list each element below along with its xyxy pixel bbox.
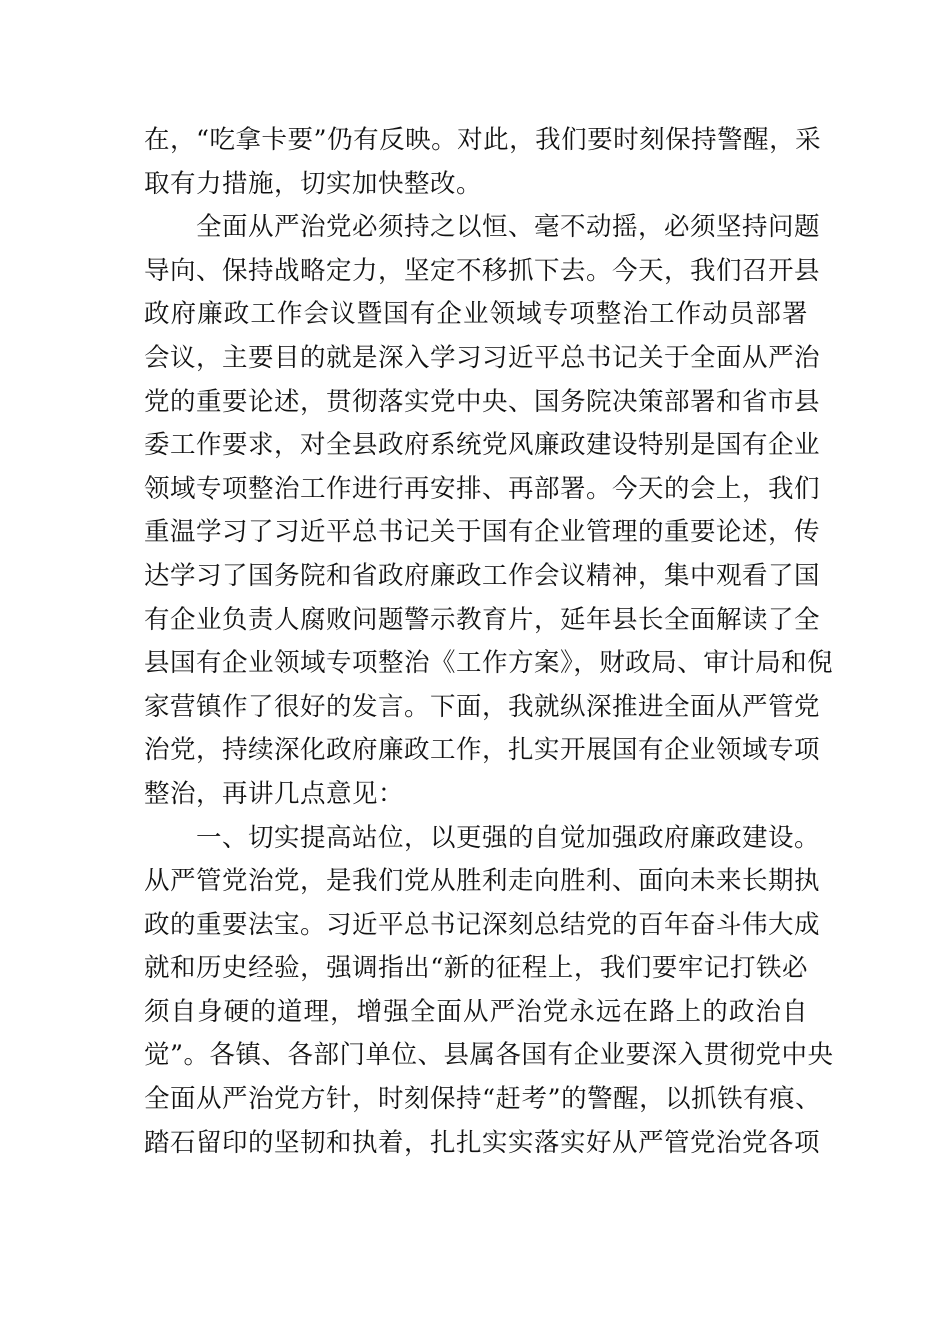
text-line: 有企业负责人腐败问题警示教育片，延年县长全面解读了全 [144,604,821,635]
text-line: 在，“吃拿卡要”仍有反映。对此，我们要时刻保持警醒，采 [144,125,822,155]
document-body [144,119,834,1165]
text-line: 会议，主要目的就是深入学习习近平总书记关于全面从严治 [144,342,821,373]
text-line: 踏石留印的坚韧和执着，扎扎实实落实好从严管党治党各项 [144,1127,821,1158]
text-line: 从严管党治党，是我们党从胜利走向胜利、面向未来长期执 [144,866,821,897]
text-line: 治党，持续深化政府廉政工作，扎实开展国有企业领域专项 [144,735,821,766]
text-line: 党的重要论述，贯彻落实党中央、国务院决策部署和省市县 [144,386,821,417]
text-line: 达学习了国务院和省政府廉政工作会议精神，集中观看了国 [144,560,821,591]
text-line: 县国有企业领域专项整治《工作方案》，财政局、审计局和倪 [144,648,834,679]
text-line: 政府廉政工作会议暨国有企业领域专项整治工作动员部署 [144,299,808,330]
text-line: 委工作要求，对全县政府系统党风廉政建设特别是国有企业 [144,430,821,461]
text-line: 觉”。各镇、各部门单位、县属各国有企业要深入贯彻党中央 [144,1040,834,1071]
text-line: 全面从严治党方针，时刻保持“赶考”的警醒，以抓铁有痕、 [144,1084,822,1115]
text-line: 取有力措施，切实加快整改。 [144,168,483,199]
text-line: 就和历史经验，强调指出“新的征程上，我们要牢记打铁必 [144,953,808,984]
text-line: 政的重要法宝。习近平总书记深刻总结党的百年奋斗伟大成 [144,909,821,940]
text-line: 整治，再讲几点意见： [144,778,405,809]
section-heading: 一、切实提高站位，以更强的自觉加强政府廉政建设。 [196,822,821,853]
text-line: 导向、保持战略定力，坚定不移抓下去。今天，我们召开县 [144,255,821,286]
text-line: 重温学习了习近平总书记关于国有企业管理的重要论述，传 [144,517,821,548]
text-line: 领域专项整治工作进行再安排、再部署。今天的会上，我们 [144,473,821,504]
text-line: 家营镇作了很好的发言。下面，我就纵深推进全面从严管党 [144,691,821,722]
text-line: 须自身硬的道理，增强全面从严治党永远在路上的政治自 [144,996,808,1027]
paragraph-first-line: 全面从严治党必须持之以恒、毫不动摇，必须坚持问题 [196,212,821,243]
